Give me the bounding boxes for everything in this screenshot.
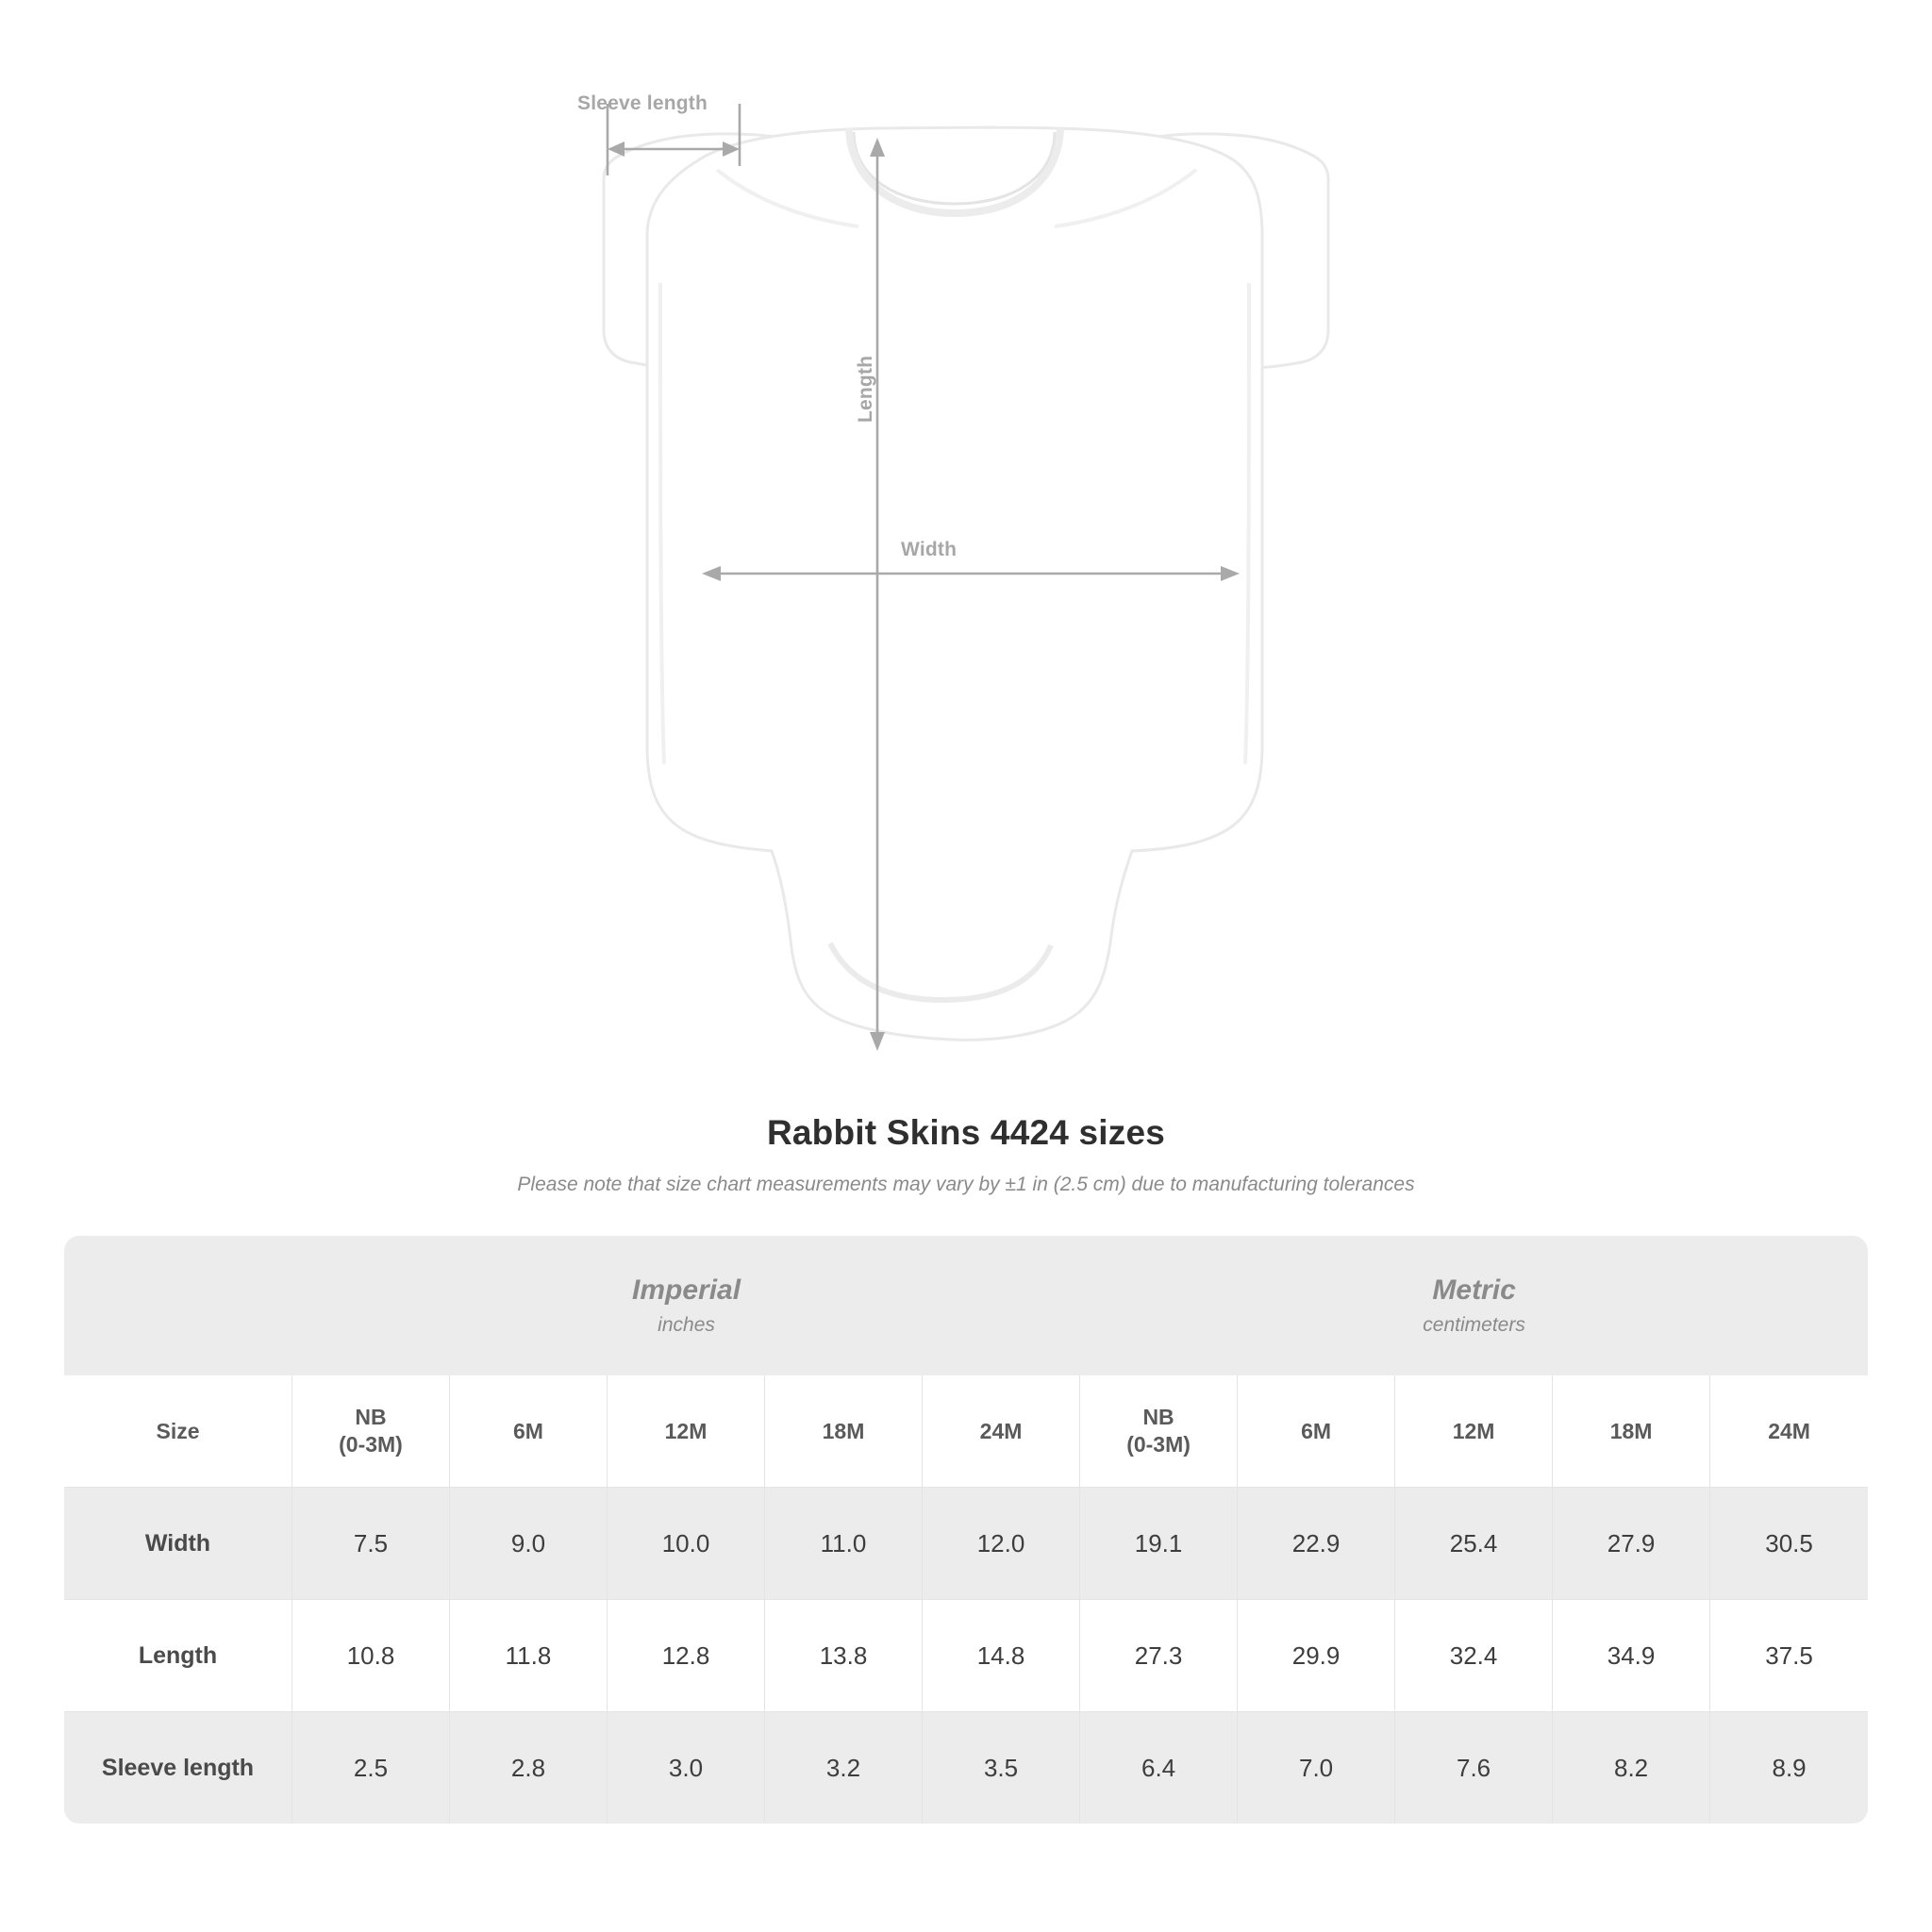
cell-sleeve-2: 3.0 bbox=[608, 1711, 765, 1824]
cell-length-0: 10.8 bbox=[292, 1599, 450, 1711]
size-table-wrap bbox=[64, 1236, 1868, 1824]
unit-group-metric-sub: centimeters bbox=[1423, 1314, 1525, 1336]
header-col-8: 18M bbox=[1553, 1375, 1710, 1487]
cell-sleeve-7: 7.6 bbox=[1395, 1711, 1553, 1824]
cell-width-6: 22.9 bbox=[1238, 1487, 1395, 1599]
tolerance-note: Please note that size chart measurements may vary by ±1 in (2.5 cm) due to manufacturing tolerances bbox=[517, 1174, 1415, 1195]
unit-group-row bbox=[64, 1236, 1868, 1375]
size-table bbox=[64, 1236, 1868, 1824]
label-length: Length bbox=[855, 355, 876, 423]
unit-spacer-cell bbox=[64, 1236, 292, 1375]
header-size: Size bbox=[64, 1375, 292, 1487]
cell-width-2: 10.0 bbox=[608, 1487, 765, 1599]
cell-length-2: 12.8 bbox=[608, 1599, 765, 1711]
header-col-5-sub: (0-3M) bbox=[1126, 1432, 1191, 1457]
label-width: Width bbox=[901, 539, 958, 560]
row-label-length: Length bbox=[64, 1599, 292, 1711]
header-col-3: 18M bbox=[765, 1375, 923, 1487]
title-block bbox=[0, 1113, 1932, 1196]
table-row bbox=[64, 1487, 1868, 1599]
cell-length-3: 13.8 bbox=[765, 1599, 923, 1711]
header-col-4: 24M bbox=[923, 1375, 1080, 1487]
header-col-0-sub: (0-3M) bbox=[339, 1432, 403, 1457]
cell-width-0: 7.5 bbox=[292, 1487, 450, 1599]
header-col-0-label: NB bbox=[355, 1405, 387, 1429]
cell-sleeve-8: 8.2 bbox=[1553, 1711, 1710, 1824]
header-col-5 bbox=[1080, 1375, 1238, 1487]
column-header-row bbox=[64, 1375, 1868, 1487]
cell-width-5: 19.1 bbox=[1080, 1487, 1238, 1599]
cell-sleeve-9: 8.9 bbox=[1710, 1711, 1868, 1824]
cell-length-6: 29.9 bbox=[1238, 1599, 1395, 1711]
cell-sleeve-0: 2.5 bbox=[292, 1711, 450, 1824]
header-col-1: 6M bbox=[450, 1375, 608, 1487]
cell-width-4: 12.0 bbox=[923, 1487, 1080, 1599]
cell-sleeve-4: 3.5 bbox=[923, 1711, 1080, 1824]
unit-group-imperial bbox=[292, 1236, 1080, 1375]
cell-width-8: 27.9 bbox=[1553, 1487, 1710, 1599]
unit-group-metric-name: Metric bbox=[1432, 1274, 1516, 1306]
cell-length-1: 11.8 bbox=[450, 1599, 608, 1711]
header-col-9: 24M bbox=[1710, 1375, 1868, 1487]
cell-width-1: 9.0 bbox=[450, 1487, 608, 1599]
header-col-0 bbox=[292, 1375, 450, 1487]
cell-sleeve-5: 6.4 bbox=[1080, 1711, 1238, 1824]
header-col-5-label: NB bbox=[1142, 1405, 1174, 1429]
cell-length-7: 32.4 bbox=[1395, 1599, 1553, 1711]
page-title: Rabbit Skins 4424 sizes bbox=[766, 1113, 1166, 1152]
header-col-6: 6M bbox=[1238, 1375, 1395, 1487]
header-col-7: 12M bbox=[1395, 1375, 1553, 1487]
unit-group-imperial-sub: inches bbox=[658, 1314, 715, 1336]
label-sleeve-length: Sleeve length bbox=[577, 92, 708, 114]
row-label-sleeve-length: Sleeve length bbox=[64, 1711, 292, 1824]
cell-width-3: 11.0 bbox=[765, 1487, 923, 1599]
cell-sleeve-3: 3.2 bbox=[765, 1711, 923, 1824]
cell-sleeve-6: 7.0 bbox=[1238, 1711, 1395, 1824]
cell-width-7: 25.4 bbox=[1395, 1487, 1553, 1599]
cell-sleeve-1: 2.8 bbox=[450, 1711, 608, 1824]
table-row bbox=[64, 1711, 1868, 1824]
table-row bbox=[64, 1599, 1868, 1711]
cell-length-5: 27.3 bbox=[1080, 1599, 1238, 1711]
cell-length-4: 14.8 bbox=[923, 1599, 1080, 1711]
unit-group-imperial-name: Imperial bbox=[632, 1274, 741, 1306]
row-label-width: Width bbox=[64, 1487, 292, 1599]
unit-group-metric bbox=[1080, 1236, 1868, 1375]
cell-width-9: 30.5 bbox=[1710, 1487, 1868, 1599]
header-col-2: 12M bbox=[608, 1375, 765, 1487]
cell-length-8: 34.9 bbox=[1553, 1599, 1710, 1711]
cell-length-9: 37.5 bbox=[1710, 1599, 1868, 1711]
